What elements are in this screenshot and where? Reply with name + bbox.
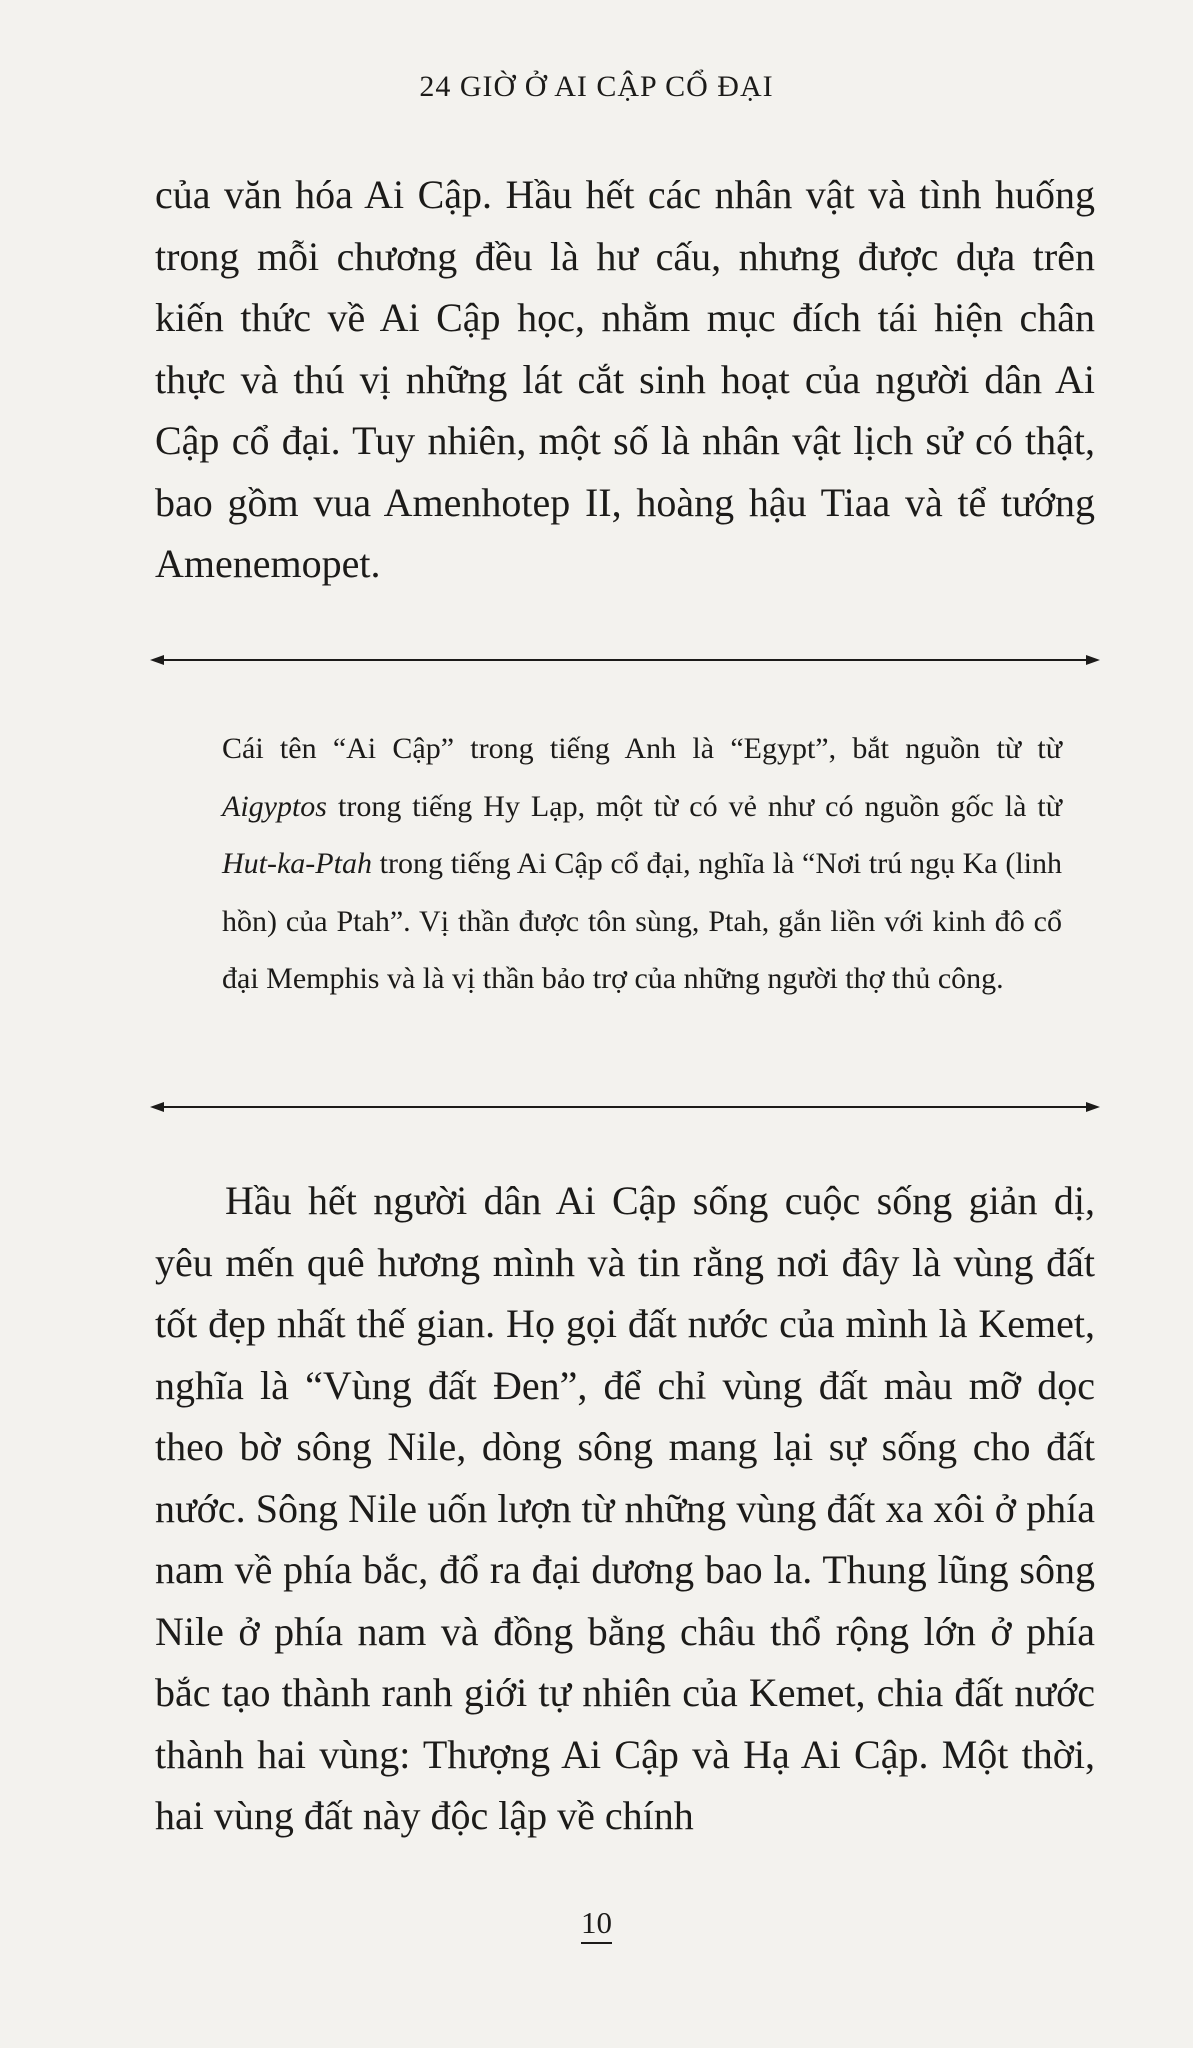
paragraph-text: Hầu hết người dân Ai Cập sống cuộc sống giản dị, yêu mến quê hương mình và tin rằng nơi đây là vùng đất tốt đẹp nhất thế gian. Họ gọi đất nước của mình là Kemet, nghĩa là “Vùng đất Đen”, để chỉ vùng đất màu mỡ dọc theo bờ sông Nile, dòng sông mang lại sự sống cho đất nước. Sông Nile uốn lượn từ những vùng đất xa xôi ở phía nam về phía bắc, đổ ra đại dương bao la. Thung lũng sông Nile ở phía nam và đồng bằng châu thổ rộng lớn ở phía bắc tạo thành ranh giới tự nhiên của Kemet, chia đất nước thành hai vùng: Thượng Ai Cập và Hạ Ai Cập. Một thời, hai vùng đất này độc lập về chính: [155, 1178, 1095, 1838]
page-number: 10: [0, 1905, 1193, 1941]
term-aigyptos: Aigyptos: [222, 789, 327, 823]
sidebar-box: [222, 720, 1062, 1008]
running-header: 24 GIỜ Ở AI CẬP CỔ ĐẠI: [419, 70, 774, 103]
body-paragraph-2: [155, 1170, 1095, 1847]
sidebar-bottom-divider: [150, 1097, 1100, 1117]
sidebar-top-divider: [150, 650, 1100, 670]
body-paragraph-1: [155, 164, 1095, 595]
term-hut-ka-ptah: Hut-ka-Ptah: [222, 847, 372, 880]
paragraph-text: của văn hóa Ai Cập. Hầu hết các nhân vật và tình huống trong mỗi chương đều là hư cấu, nhưng được dựa trên kiến thức về Ai Cập học, nhằm mục đích tái hiện chân thực và thú vị những lát cắt sinh hoạt của người dân Ai Cập cổ đại. Tuy nhiên, một số là nhân vật lịch sử có thật, bao gồm vua Amenhotep II, hoàng hậu Tiaa và tể tướng Amenemopet.: [155, 172, 1095, 586]
sidebar-text: Cái tên “Ai Cập” trong tiếng Anh là “Egypt”, bắt nguồn từ từ Aigyptos trong tiếng Hy Lạp, một từ có vẻ như có nguồn gốc là từ Hut-ka-Ptah trong tiếng Ai Cập cổ đại, nghĩa là “Nơi trú ngụ Ka (linh hồn) của Ptah”. Vị thần được tôn sùng, Ptah, gắn liền với kinh đô cổ đại Memphis và là vị thần bảo trợ của những người thợ thủ công.: [222, 732, 1062, 995]
